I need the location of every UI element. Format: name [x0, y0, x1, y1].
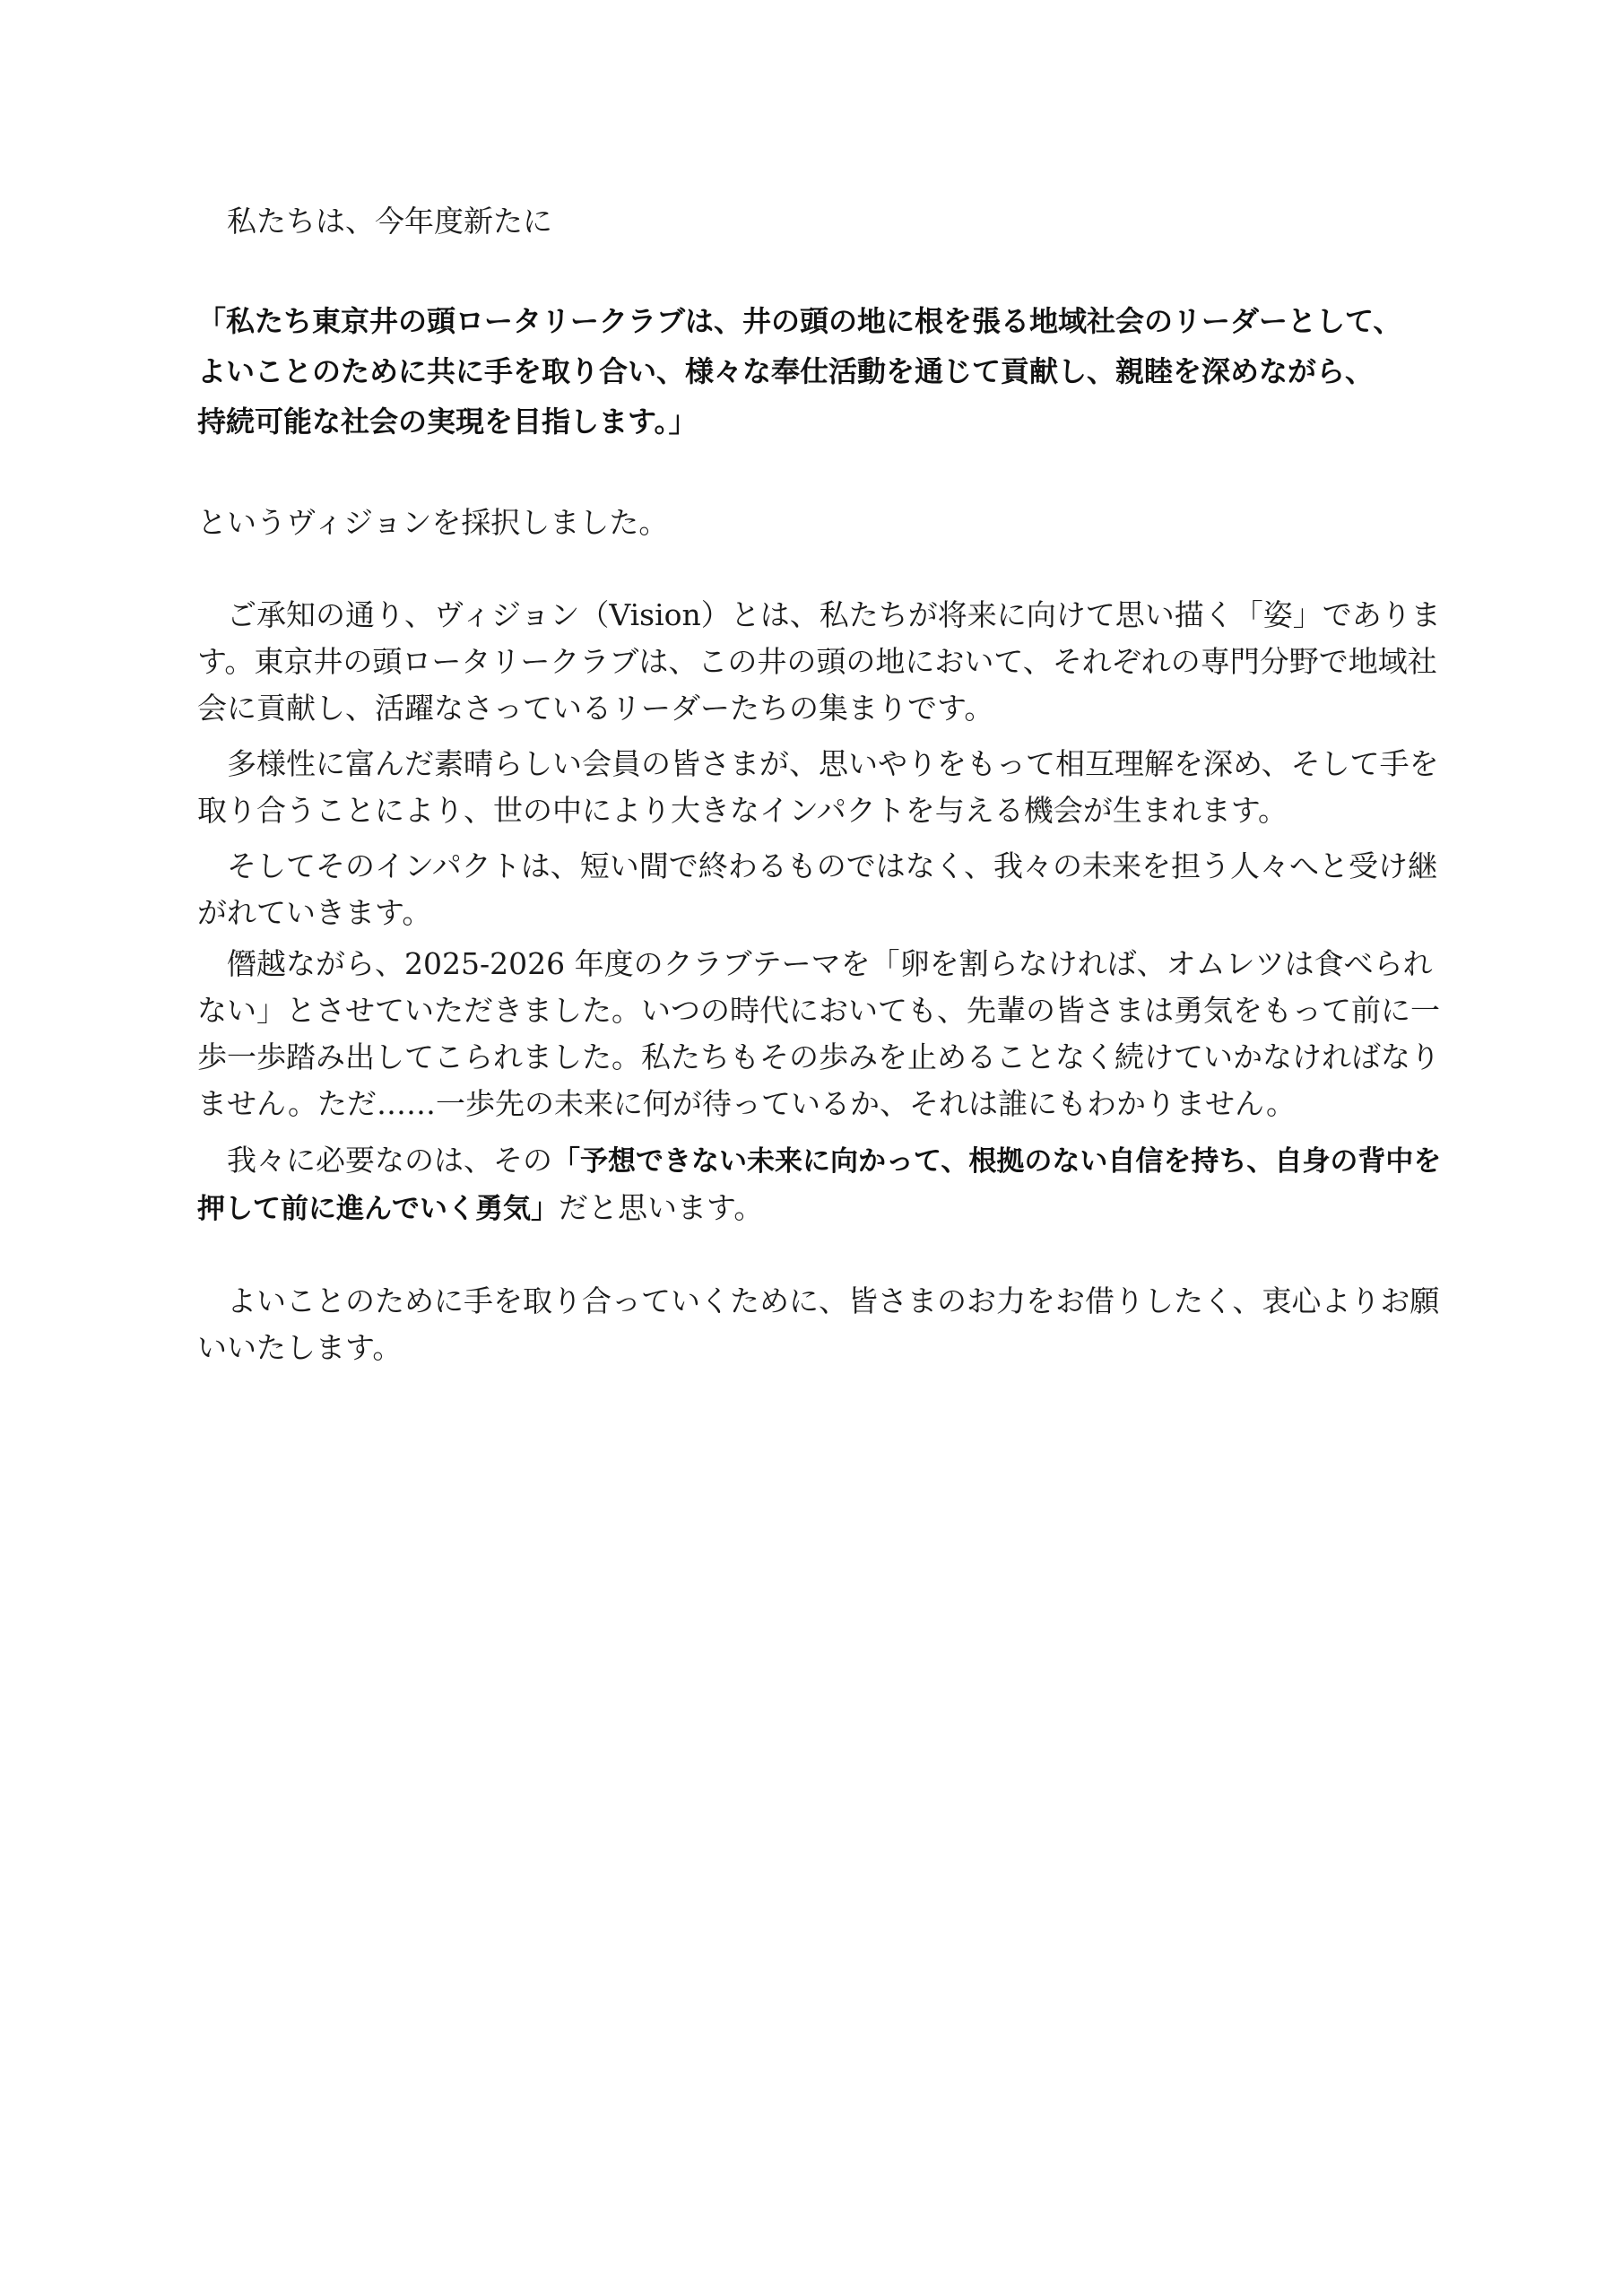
vision-line-3: 持続可能な社会の実現を目指します。」	[197, 404, 698, 439]
paragraph-theme: 僭越ながら、2025-2026 年度のクラブテーマを「卵を割らなければ、オムレツは食べられない」とさせていただきました。いつの時代においても、先輩の皆さまは勇気をもって前に一歩一歩踏み出してこられました。私たちもその歩みを止めることなく続けていかなければなりません。ただ……一歩先の未来に何が待っているか、それは誰にもわかりません。	[197, 946, 1440, 1121]
paragraph-courage	[197, 1137, 1444, 1232]
courage-emphasis: 「予想できない未来に向かって、根拠のない自信を持ち、自身の背中を押して前に進んでいく勇気」	[197, 1145, 1442, 1225]
vision-line-2: よいことのために共に手を取り合い、様々な奉仕活動を通じて貢献し、親睦を深めながら、	[197, 354, 1375, 388]
courage-prefix: 我々に必要なのは、その	[227, 1143, 552, 1178]
paragraph-impact: そしてそのインパクトは、短い間で終わるものではなく、我々の未来を担う人々へと受け継がれていきます。	[197, 848, 1438, 930]
vision-line-1: 「私たち東京井の頭ロータリークラブは、井の頭の地に根を張る地域社会のリーダーとして、	[197, 304, 1402, 338]
intro-text: 私たちは、今年度新たに	[227, 204, 552, 239]
paragraph-diversity: 多様性に富んだ素晴らしい会員の皆さまが、思いやりをもって相互理解を深め、そして手を取り合うことにより、世の中により大きなインパクトを与える機会が生まれます。	[197, 746, 1439, 828]
adopted-text: というヴィジョンを採択しました。	[197, 505, 669, 540]
vision-statement	[197, 296, 1453, 447]
paragraph-vision: ご承知の通り、ヴィジョン（Vision）とは、私たちが将来に向けて思い描く「姿」であります。東京井の頭ロータリークラブは、この井の頭の地において、それぞれの専門分野で地域社会に貢献し、活躍なさっているリーダーたちの集まりです。	[197, 597, 1441, 726]
courage-suffix: だと思います。	[559, 1190, 764, 1225]
paragraph-closing: よいことのために手を取り合っていくために、皆さまのお力をお借りしたく、衷心よりお願いいたします。	[197, 1283, 1440, 1365]
